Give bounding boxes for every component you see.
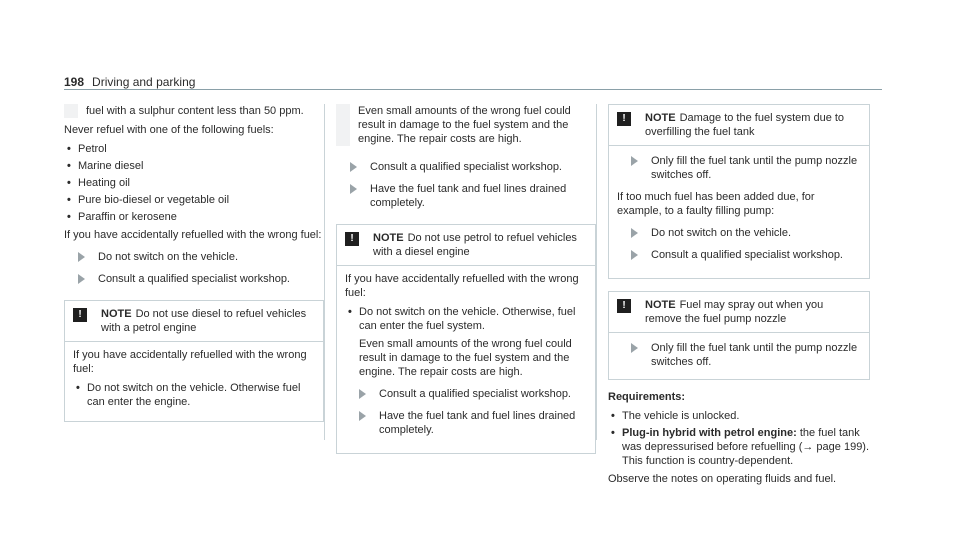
accident-text: If you have accidentally refuelled with the wrong fuel: bbox=[64, 229, 322, 241]
column-1 bbox=[64, 104, 324, 422]
note-body: Only fill the fuel tank until the pump nozzle switches off. If too much fuel has been added due, for example, to a faulty filling pump: Do not switch on the vehicle. Consult a qualified specialist workshop. bbox=[609, 146, 869, 278]
page-number: 198 bbox=[64, 75, 85, 89]
list-item: • The vehicle is unlocked. bbox=[608, 409, 870, 423]
step-arrow-icon bbox=[359, 411, 366, 421]
note-label: NOTE bbox=[645, 112, 676, 124]
note-body bbox=[609, 333, 869, 379]
step-arrow-icon bbox=[631, 343, 638, 353]
warning-icon: ! bbox=[345, 232, 359, 246]
requirements-list bbox=[608, 409, 870, 468]
note-title: Do not use diesel to refuel vehicles with a petrol engine bbox=[101, 308, 307, 334]
step-arrow-icon bbox=[631, 228, 638, 238]
note-header bbox=[65, 301, 323, 342]
page-header bbox=[64, 75, 195, 89]
list-item: • Marine diesel bbox=[64, 159, 324, 173]
list-item: • Pure bio-diesel or vegetable oil bbox=[64, 193, 324, 207]
list-item: • Do not switch on the vehicle. Otherwise fuel can enter the engine. bbox=[73, 381, 315, 409]
note-body: If you have accidentally refuelled with the wrong fuel: • Do not switch on the vehicle. Otherwise, fuel can enter the fuel system. Even small amounts of the wrong fuel could result in damage to the fuel system and the engine. The repair costs are high. Consult a qualified specialist workshop. Have the fuel tank and fuel lines drained completely. bbox=[337, 266, 595, 453]
warning-icon: ! bbox=[617, 112, 631, 126]
step-arrow-icon bbox=[350, 184, 357, 194]
note-body: If you have accidentally refuelled with the wrong fuel: • Do not switch on the vehicle. Otherwise fuel can enter the engine. bbox=[65, 342, 323, 421]
note-title: Do not use petrol to refuel vehicles with a diesel engine bbox=[373, 232, 577, 258]
header-divider bbox=[64, 89, 882, 90]
note-box-overfill bbox=[608, 104, 870, 279]
instruction-step: Consult a qualified specialist workshop. bbox=[336, 160, 596, 174]
list-item: • Petrol bbox=[64, 142, 324, 156]
note-box-petrol bbox=[336, 224, 596, 454]
note-label: NOTE bbox=[101, 308, 132, 320]
never-refuel-text: Never refuel with one of the following fuels: bbox=[64, 124, 274, 136]
list-item: • Paraffin or kerosene bbox=[64, 210, 324, 224]
column-divider-1 bbox=[324, 104, 325, 440]
requirements-title: Requirements: bbox=[608, 391, 686, 403]
column-divider-2 bbox=[596, 104, 597, 440]
column-2 bbox=[336, 104, 596, 454]
note-label: NOTE bbox=[373, 232, 404, 244]
gutter-text: Even small amounts of the wrong fuel could result in damage to the fuel system and the engine. The repair costs are high. bbox=[336, 104, 596, 146]
note-title: Fuel may spray out when you remove the fuel pump nozzle bbox=[645, 299, 824, 325]
note-title: Damage to the fuel system due to overfilling the fuel tank bbox=[645, 112, 845, 138]
instruction-step: Consult a qualified specialist workshop. bbox=[345, 387, 587, 401]
instruction-step: Do not switch on the vehicle. bbox=[64, 250, 324, 264]
instruction-step: Consult a qualified specialist workshop. bbox=[617, 248, 861, 262]
instruction-step: Have the fuel tank and fuel lines drained completely. bbox=[345, 409, 587, 437]
gutter-text: fuel with a sulphur content less than 50 ppm. bbox=[64, 104, 324, 118]
list-item: • Do not switch on the vehicle. Otherwise, fuel can enter the fuel system. bbox=[345, 305, 587, 333]
note-header bbox=[609, 105, 869, 146]
section-title: Driving and parking bbox=[92, 75, 196, 89]
note-box-spray bbox=[608, 291, 870, 380]
note-box-diesel bbox=[64, 300, 324, 422]
step-arrow-icon bbox=[78, 274, 85, 284]
instruction-step: Consult a qualified specialist workshop. bbox=[64, 272, 324, 286]
fuel-list bbox=[64, 142, 324, 224]
note-header bbox=[337, 225, 595, 266]
instruction-step: Have the fuel tank and fuel lines drained completely. bbox=[336, 182, 596, 210]
instruction-step: Do not switch on the vehicle. bbox=[617, 226, 861, 240]
instruction-step: Only fill the fuel tank until the pump nozzle switches off. bbox=[617, 341, 861, 369]
column-3 bbox=[608, 104, 870, 491]
instruction-step: Only fill the fuel tank until the pump nozzle switches off. bbox=[617, 154, 861, 182]
note-label: NOTE bbox=[645, 299, 676, 311]
warning-icon: ! bbox=[617, 299, 631, 313]
list-item: • Plug-in hybrid with petrol engine: the fuel tank was depressurised before refuelling (→ page 199). This function is country-dependent. bbox=[608, 426, 870, 468]
list-item: • Heating oil bbox=[64, 176, 324, 190]
warning-icon: ! bbox=[73, 308, 87, 322]
step-arrow-icon bbox=[350, 162, 357, 172]
step-arrow-icon bbox=[631, 156, 638, 166]
observe-text: Observe the notes on operating fluids and fuel. bbox=[608, 473, 837, 485]
note-header bbox=[609, 292, 869, 333]
step-arrow-icon bbox=[631, 250, 638, 260]
step-arrow-icon bbox=[78, 252, 85, 262]
step-arrow-icon bbox=[359, 389, 366, 399]
